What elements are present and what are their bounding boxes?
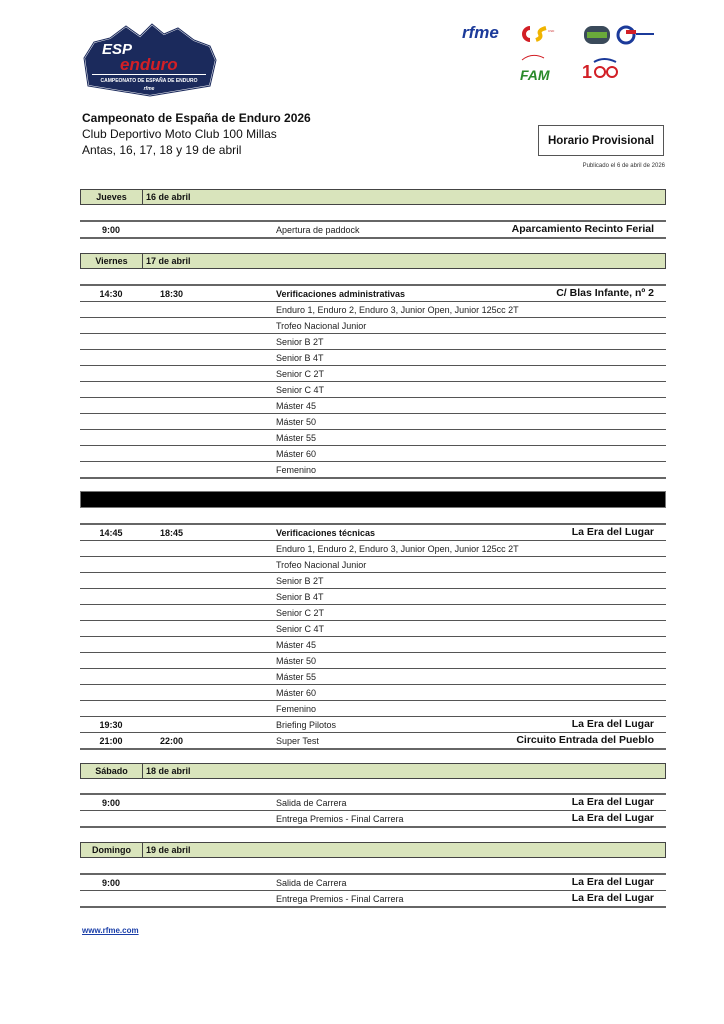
activity: Super Test: [276, 736, 319, 746]
location: La Era del Lugar: [571, 796, 654, 808]
footer-website-link[interactable]: www.rfme.com: [82, 926, 139, 935]
divider: [80, 477, 666, 479]
location: La Era del Lugar: [571, 526, 654, 538]
day-header-jueves: [80, 189, 666, 205]
esp-enduro-logo: [80, 20, 218, 98]
schedule-row: [80, 811, 666, 827]
schedule-row: [80, 382, 666, 398]
start-time: 9:00: [101, 798, 120, 808]
schedule-row: [80, 795, 666, 811]
schedule-row: [80, 701, 666, 717]
activity: Verificaciones técnicas: [276, 528, 376, 538]
day-date: 16 de abril: [146, 192, 191, 202]
logo-brand: rfme: [143, 86, 155, 92]
start-time: 21:00: [99, 736, 123, 746]
end-time: 18:45: [160, 528, 184, 538]
svg-text:CSD: CSD: [548, 29, 555, 33]
divider: [80, 906, 666, 908]
activity: Máster 60: [276, 688, 317, 698]
schedule-row: [80, 605, 666, 621]
day-header-viernes: [80, 253, 666, 269]
end-time: 22:00: [160, 736, 184, 746]
status-box: [538, 125, 664, 156]
schedule-row: [80, 685, 666, 701]
schedule-row: [80, 637, 666, 653]
schedule-row: [80, 414, 666, 430]
activity: Briefing Pilotos: [276, 720, 337, 730]
schedule-row: [80, 446, 666, 462]
start-time: 9:00: [101, 878, 120, 888]
activity: Enduro 1, Enduro 2, Enduro 3, Junior Open, Junior 125cc 2T: [276, 544, 519, 554]
day-name: Viernes: [81, 254, 143, 268]
logo-caption: CAMPEONATO DE ESPAÑA DE ENDURO: [100, 78, 198, 84]
schedule-row: [80, 717, 666, 733]
location: La Era del Lugar: [571, 718, 654, 730]
start-time: 19:30: [99, 720, 123, 730]
location-dates: Antas, 16, 17, 18 y 19 de abril: [82, 143, 242, 157]
end-time: 18:30: [160, 289, 184, 299]
divider: [80, 826, 666, 828]
activity: Máster 60: [276, 449, 317, 459]
start-time: 14:30: [99, 289, 123, 299]
start-time: 14:45: [99, 528, 123, 538]
activity: Enduro 1, Enduro 2, Enduro 3, Junior Open, Junior 125cc 2T: [276, 305, 519, 315]
schedule-row: [80, 557, 666, 573]
activity: Femenino: [276, 704, 317, 714]
schedule-row: [80, 669, 666, 685]
activity: Salida de Carrera: [276, 878, 347, 888]
day-header-domingo: [80, 842, 666, 858]
club-name: Club Deportivo Moto Club 100 Millas: [82, 127, 277, 141]
activity: Senior B 4T: [276, 592, 324, 602]
sponsor-logo-csd: [524, 28, 555, 40]
svg-text:FAM: FAM: [520, 67, 550, 83]
activity: Salida de Carrera: [276, 798, 347, 808]
activity: Trofeo Nacional Junior: [276, 321, 367, 331]
schedule-row: [80, 621, 666, 637]
day-name: Jueves: [81, 190, 143, 204]
activity: Senior C 2T: [276, 608, 325, 618]
day-name: Domingo: [81, 843, 143, 857]
logo-enduro-text: enduro: [120, 55, 178, 74]
schedule-row: [80, 891, 666, 907]
sponsor-logo-100-millas: [582, 59, 617, 82]
published-date: Publicado el 6 de abril de 2026: [582, 163, 665, 169]
location: La Era del Lugar: [571, 892, 654, 904]
activity: Senior C 2T: [276, 369, 325, 379]
activity: Máster 45: [276, 401, 317, 411]
logo-esp-text: ESP: [102, 41, 133, 58]
svg-text:1: 1: [582, 62, 593, 82]
activity: Verificaciones administrativas: [276, 289, 406, 299]
divider: [80, 237, 666, 239]
status-label: Horario Provisional: [547, 134, 655, 147]
sponsor-logos: [460, 20, 670, 90]
divider: [80, 748, 666, 750]
activity: Senior B 4T: [276, 353, 324, 363]
day-date: 17 de abril: [146, 256, 191, 266]
activity: Máster 55: [276, 433, 317, 443]
activity: Máster 50: [276, 417, 317, 427]
schedule-row: [80, 334, 666, 350]
schedule-row: [80, 398, 666, 414]
location: C/ Blas Infante, nº 2: [556, 287, 654, 299]
redacted-bar: [80, 491, 666, 508]
sponsor-logo-gobierno: [618, 27, 654, 43]
day-date: 18 de abril: [146, 766, 191, 776]
page-title: Campeonato de España de Enduro 2026: [82, 111, 311, 125]
activity: Máster 45: [276, 640, 317, 650]
activity: Entrega Premios - Final Carrera: [276, 894, 404, 904]
schedule-row: [80, 653, 666, 669]
day-name: Sábado: [81, 764, 143, 778]
schedule-row: [80, 286, 666, 302]
activity: Senior C 4T: [276, 624, 325, 634]
schedule-row: [80, 875, 666, 891]
activity: Trofeo Nacional Junior: [276, 560, 367, 570]
location: Aparcamiento Recinto Ferial: [511, 223, 654, 235]
sponsor-logo-fam: [520, 55, 550, 83]
schedule-row: [80, 462, 666, 478]
schedule-row: [80, 302, 666, 318]
activity: Senior C 4T: [276, 385, 325, 395]
schedule-row: [80, 589, 666, 605]
schedule-row: [80, 350, 666, 366]
location: Circuito Entrada del Pueblo: [516, 734, 654, 746]
schedule-row: [80, 366, 666, 382]
start-time: 9:00: [101, 225, 120, 235]
sponsor-logo-enduro-badge: [584, 26, 610, 44]
activity: Apertura de paddock: [276, 225, 360, 235]
location: La Era del Lugar: [571, 876, 654, 888]
sponsor-logo-rfme: rfme: [462, 23, 499, 42]
activity: Senior B 2T: [276, 337, 324, 347]
schedule-row: [80, 733, 666, 749]
activity: Máster 50: [276, 656, 317, 666]
schedule-row: [80, 525, 666, 541]
schedule-row: [80, 318, 666, 334]
activity: Femenino: [276, 465, 317, 475]
activity: Senior B 2T: [276, 576, 324, 586]
activity: Entrega Premios - Final Carrera: [276, 814, 404, 824]
day-header-sabado: [80, 763, 666, 779]
day-date: 19 de abril: [146, 845, 191, 855]
location: La Era del Lugar: [571, 812, 654, 824]
schedule-row: [80, 222, 666, 238]
activity: Máster 55: [276, 672, 317, 682]
schedule-row: [80, 573, 666, 589]
schedule-row: [80, 541, 666, 557]
schedule-row: [80, 430, 666, 446]
